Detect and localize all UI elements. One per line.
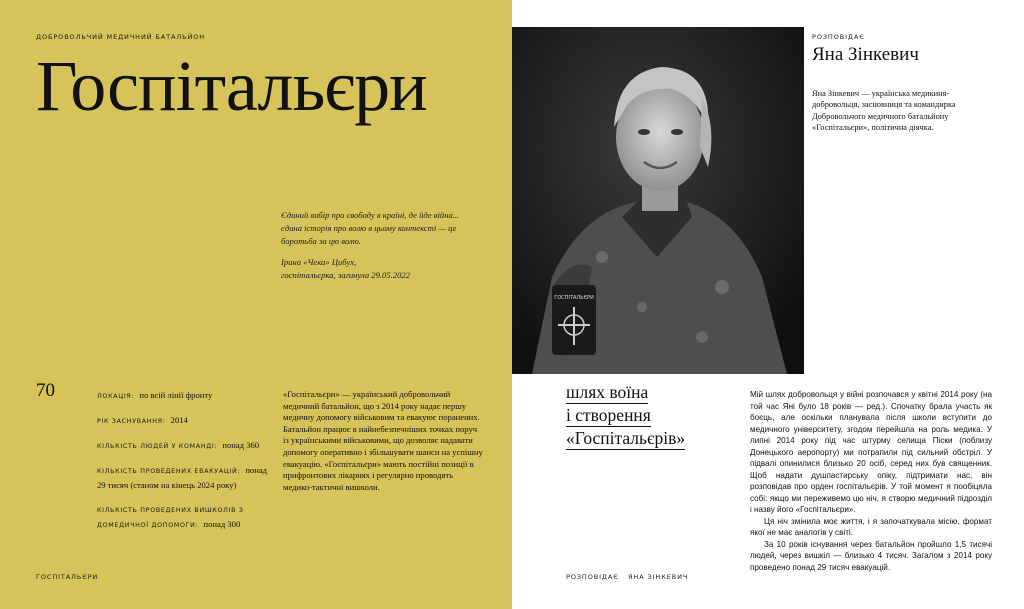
- fact-value: 2014: [170, 415, 188, 425]
- header-label: ДОБРОВОЛЬЧИЙ МЕДИЧНИЙ БАТАЛЬЙОН: [36, 33, 206, 41]
- storyteller-name: Яна Зінкевич: [812, 44, 919, 65]
- heading-line: і створення: [566, 405, 651, 425]
- fact-item: [97, 462, 277, 491]
- fact-label: КІЛЬКІСТЬ ЛЮДЕЙ У КОМАНДІ:: [97, 443, 218, 450]
- footer-storyteller-label: РОЗПОВІДАЄ: [566, 573, 619, 581]
- fact-item: [97, 437, 277, 452]
- story-paragraph: За 10 років існування через батальйон пройшло 1,5 тисячі людей, через вишкіл — близько 4 тисяч. Загалом з 2014 року проведено понад 29 тисяч евакуацій.: [750, 539, 992, 572]
- heading-line: «Госпітальєрів»: [566, 428, 686, 448]
- fact-item: [97, 412, 277, 427]
- story-paragraph: Ця ніч змінила моє життя, і я започаткувала місію, формат якої не має аналогів у світі.: [750, 516, 992, 537]
- storyteller-label: РОЗПОВІДАЄ: [812, 33, 865, 41]
- story-text: [750, 389, 992, 573]
- epigraph-quote: [281, 209, 481, 282]
- fact-label: КІЛЬКІСТЬ ПРОВЕДЕНИХ ЕВАКУАЦІЙ:: [97, 468, 241, 475]
- heading-line: шлях воїна: [566, 382, 649, 402]
- storyteller-bio: Яна Зінкевич — українська медикиня-добровольця, засновниця та командирка Добровольчого медичного батальйону «Госпітальєри», політична діячка.: [812, 89, 956, 133]
- fact-label: РІК ЗАСНУВАННЯ:: [97, 418, 166, 425]
- fact-value: понад 29 тисяч (станом на кінець 2024 року): [97, 465, 268, 490]
- portrait-photo-icon: [512, 27, 804, 374]
- fact-value: понад 300: [203, 519, 241, 529]
- fact-label: ЛОКАЦІЯ:: [97, 393, 135, 400]
- photo-patch-text: ГОСПІТАЛЬЄРИ: [554, 295, 594, 301]
- page-title: Госпітальєри: [36, 46, 427, 126]
- fact-value: понад 360: [222, 440, 260, 450]
- fact-value: по всій лінії фронту: [139, 390, 213, 400]
- page-number: 70: [36, 380, 55, 401]
- footer-storyteller-name: ЯНА ЗІНКЕВИЧ: [628, 573, 689, 581]
- story-paragraph: Мій шлях добровольця у війні розпочався у квітні 2014 року (на той час Яні було 18 років — ред.). Спочатку брала участь як боєць, але оскільки планувала після школи вступити до медичного університету, згодом перейшла на роль медика. У липні 2014 року під час штурму селища Піски (поблизу Донецького аеропорту) ми потрапили під сильний обстріл. У підвалі опинилися близько 20 осіб, серед них був священник. Щоб надати душпастирську опіку, підтримати нас, він розповідав про орден госпітальєрів. У той момент я пообіцяла собі: якщо ми переживемо цю ніч, я створю медичний підрозділ і назву його «Госпітальєри».: [750, 390, 992, 514]
- quote-author: Ірина «Чека» Цибух,: [281, 257, 357, 267]
- footer-left: ГОСПІТАЛЬЄРИ: [36, 573, 99, 581]
- battalion-description: «Госпітальєри» — український добровольчий медичний батальйон, що з 2014 року надає першу медичну допомогу військовим та евакуює поранених. Батальйон працює в найнебезпечніших точках поруч із українськими військовими, що дозволяє надавати допомогу оперативно і збільшувати шанси на успішну евакуацію. «Госпітальєри» мають постійні позиції в прифронтових лікарнях і регулярно проводять медико-тактичні вишколи.: [283, 389, 483, 492]
- quote-text: Єдиний вибір про свободу в країні, де йде війна... єдина історія про волю в цьому контексті — це боротьба за цю волю.: [281, 210, 460, 246]
- fact-item: [97, 501, 277, 531]
- facts-list: [97, 387, 277, 541]
- quote-author-note: госпітальєрка, загинула 29.05.2022: [281, 270, 410, 280]
- section-heading: [566, 381, 706, 450]
- fact-item: [97, 387, 277, 402]
- fact-label: КІЛЬКІСТЬ ПРОВЕДЕНИХ ВИШКОЛІВ З ДОМЕДИЧНОЇ ДОПОМОГИ:: [97, 507, 244, 529]
